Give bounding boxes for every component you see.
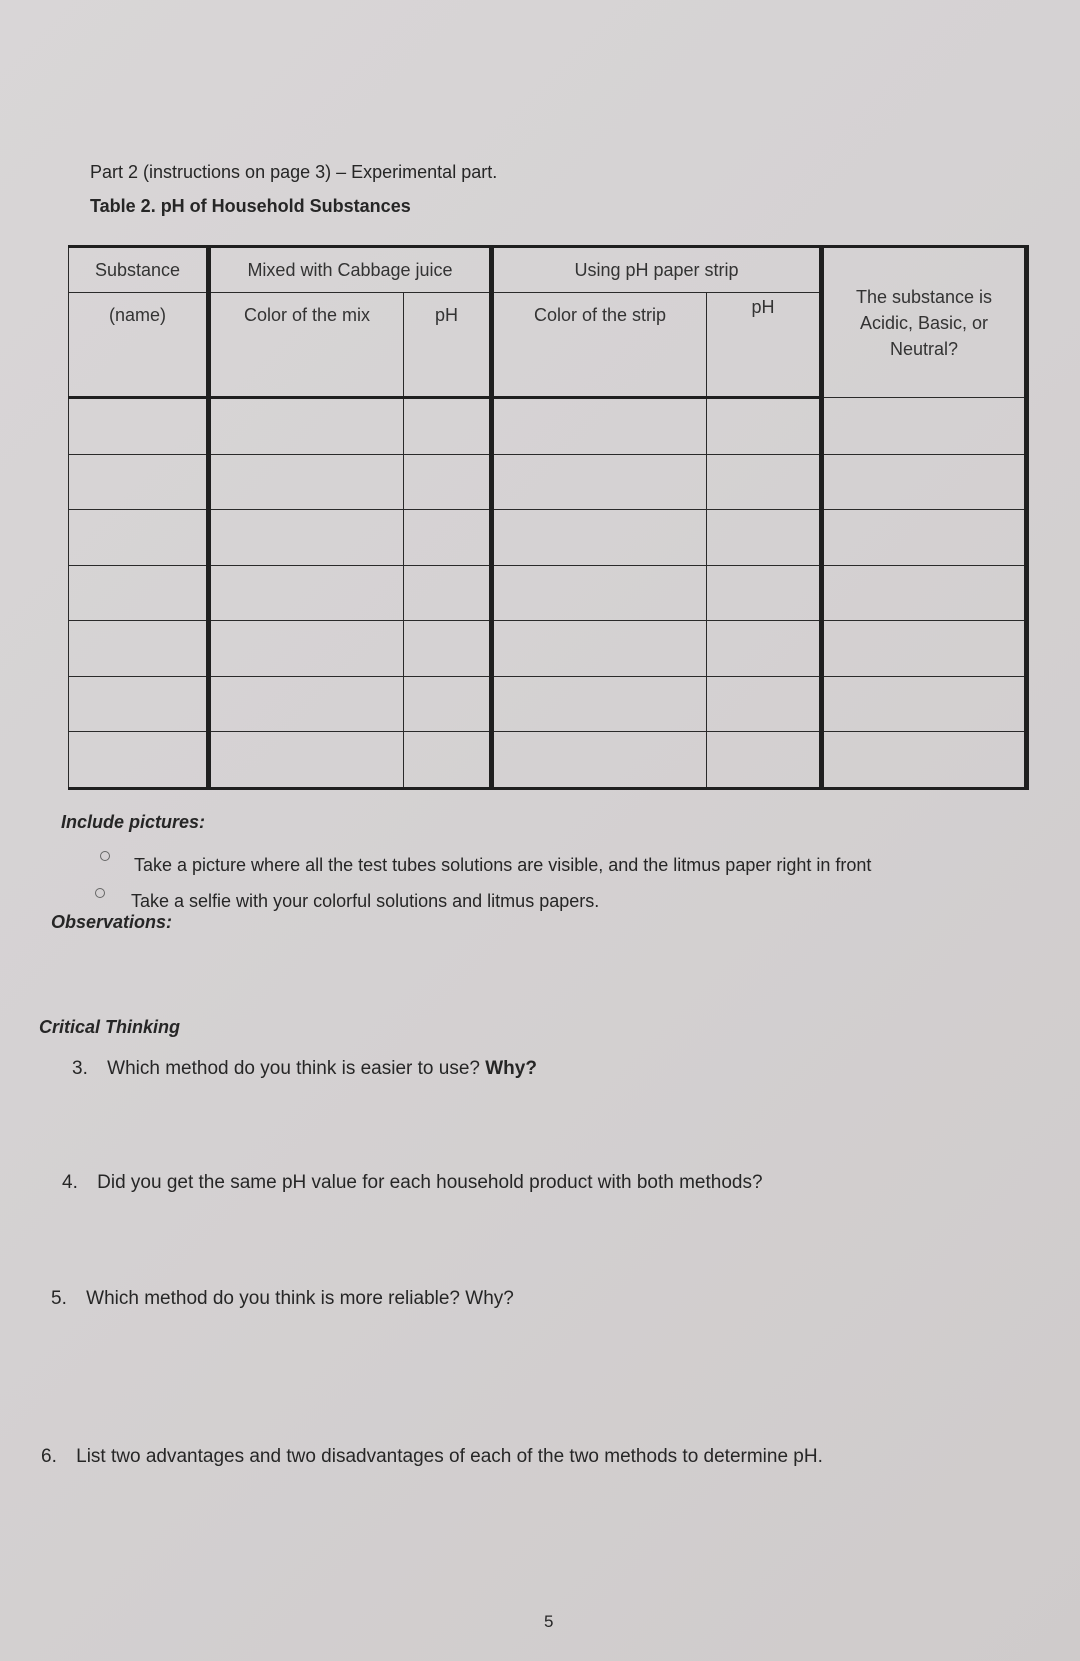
question-3: [72, 1058, 537, 1080]
table-cell[interactable]: [404, 454, 492, 510]
table-cell[interactable]: [69, 621, 209, 677]
table-cell[interactable]: [707, 565, 822, 621]
table-cell[interactable]: [404, 510, 492, 566]
table-row: [69, 398, 1027, 455]
table-cell[interactable]: [209, 510, 404, 566]
header-result-line-3: Neutral?: [889, 338, 959, 359]
picture-instruction-1: Take a picture where all the test tubes solutions are visible, and the litmus paper right in front: [134, 855, 872, 875]
table-cell[interactable]: [822, 732, 1027, 789]
table-cell[interactable]: [822, 565, 1027, 621]
table-row: [69, 565, 1027, 621]
question-3-text: Which method do you think is easier to use?: [107, 1058, 480, 1079]
table-row: [69, 676, 1027, 732]
question-6-number: 6.: [41, 1446, 57, 1467]
table-row: [69, 732, 1027, 789]
header-strip-group: Using pH paper strip: [492, 247, 822, 293]
table-cell[interactable]: [707, 454, 822, 510]
question-3-number: 3.: [72, 1058, 88, 1079]
table-cell[interactable]: [69, 454, 209, 510]
header-substance: Substance: [69, 247, 209, 293]
table-cell[interactable]: [492, 676, 707, 732]
table-cell[interactable]: [404, 676, 492, 732]
table-cell[interactable]: [822, 398, 1027, 455]
table-cell[interactable]: [707, 676, 822, 732]
table-cell[interactable]: [822, 510, 1027, 566]
ph-results-table: [68, 245, 1029, 790]
header-result-line-2: Acidic, Basic, or: [859, 312, 989, 333]
table-cell[interactable]: [707, 510, 822, 566]
question-6-text: List two advantages and two disadvantages of each of the two methods to determine pH.: [76, 1446, 823, 1467]
critical-thinking-heading: Critical Thinking: [39, 1017, 181, 1037]
observations-heading: Observations:: [51, 912, 173, 932]
table-cell[interactable]: [492, 621, 707, 677]
table-cell[interactable]: [492, 454, 707, 510]
table-cell[interactable]: [69, 732, 209, 789]
part-heading: Part 2 (instructions on page 3) – Experimental part.: [90, 162, 498, 182]
table-cell[interactable]: [707, 398, 822, 455]
question-4: [62, 1172, 763, 1194]
table-cell[interactable]: [822, 454, 1027, 510]
table-cell[interactable]: [822, 621, 1027, 677]
header-substance-name: (name): [69, 293, 209, 398]
table-cell[interactable]: [209, 565, 404, 621]
table-row: [69, 454, 1027, 510]
question-4-text: Did you get the same pH value for each household product with both methods?: [97, 1172, 763, 1193]
pictures-heading: Include pictures:: [61, 812, 206, 832]
table-cell[interactable]: [69, 565, 209, 621]
table-cell[interactable]: [69, 510, 209, 566]
table-cell[interactable]: [492, 565, 707, 621]
table-row: [69, 621, 1027, 677]
table-cell[interactable]: [707, 621, 822, 677]
question-5-text: Which method do you think is more reliable? Why?: [86, 1288, 514, 1309]
table-cell[interactable]: [69, 398, 209, 455]
page-number: 5: [544, 1612, 554, 1631]
table-cell[interactable]: [822, 676, 1027, 732]
table-caption: Table 2. pH of Household Substances: [90, 196, 411, 216]
question-6: [41, 1446, 823, 1468]
header-strip-color: Color of the strip: [492, 293, 707, 398]
table-header-row-1: [69, 247, 1027, 293]
header-result: [822, 247, 1027, 398]
question-4-number: 4.: [62, 1172, 78, 1193]
table-cell[interactable]: [404, 621, 492, 677]
table-cell[interactable]: [209, 732, 404, 789]
table-cell[interactable]: [707, 732, 822, 789]
header-cabbage-color: Color of the mix: [209, 293, 404, 398]
table-cell[interactable]: [209, 676, 404, 732]
question-5: [51, 1288, 514, 1310]
question-5-number: 5.: [51, 1288, 67, 1309]
header-result-line-1: The substance is: [855, 286, 993, 307]
header-cabbage-group: Mixed with Cabbage juice: [209, 247, 492, 293]
table-cell[interactable]: [404, 565, 492, 621]
table-row: [69, 510, 1027, 566]
table-cell[interactable]: [209, 621, 404, 677]
table-cell[interactable]: [404, 732, 492, 789]
table-cell[interactable]: [492, 398, 707, 455]
header-strip-ph: pH: [707, 293, 822, 398]
table-cell[interactable]: [492, 510, 707, 566]
table-cell[interactable]: [69, 676, 209, 732]
bullet-circle-icon: [95, 888, 105, 898]
question-3-emphasis: Why?: [485, 1058, 537, 1079]
table-cell[interactable]: [404, 398, 492, 455]
bullet-circle-icon: [100, 851, 110, 861]
table-cell[interactable]: [209, 454, 404, 510]
picture-instruction-2: Take a selfie with your colorful solutions and litmus papers.: [131, 891, 600, 911]
header-cabbage-ph: pH: [404, 293, 492, 398]
table-cell[interactable]: [492, 732, 707, 789]
table-cell[interactable]: [209, 398, 404, 455]
